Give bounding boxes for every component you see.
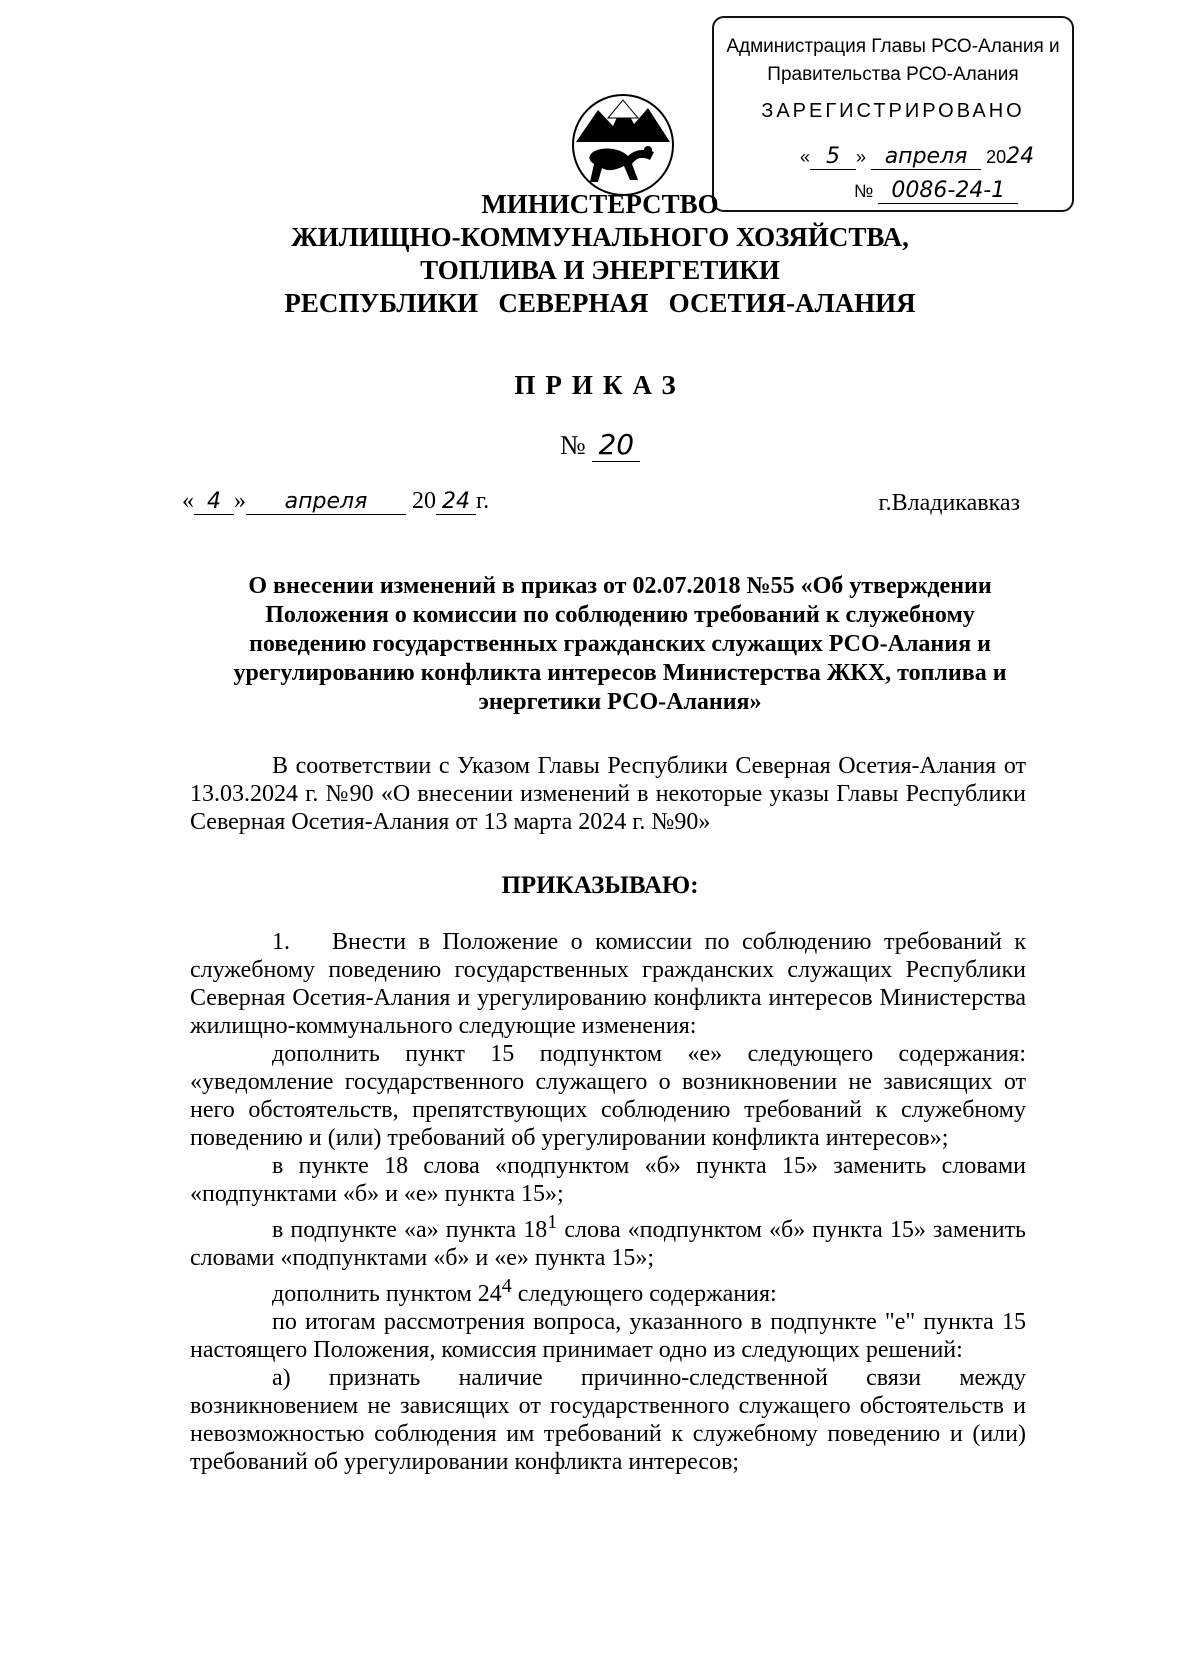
ministry-title-line-2: ЖИЛИЩНО-КОММУНАЛЬНОГО ХОЗЯЙСТВА, [291,222,909,252]
ministry-title-line-3: ТОПЛИВА И ЭНЕРГЕТИКИ [420,255,780,285]
body-paragraph-2: дополнить пункт 15 подпунктом «е» следующего содержания: «уведомление государственного служащего о возникновении не зависящих от него обстоятельств, препятствующих соблюдению требований к служебному поведению и (или) требований об урегулировании конфликта интересов»; [190,1041,1026,1151]
registration-stamp [712,16,1074,212]
ministry-title-line-1: МИНИСТЕРСТВО [481,189,719,219]
body-item-1: 1. Внести в Положение о комиссии по соблюдению требований к служебному поведению государственных гражданских служащих Республики Северная Осетия-Алания и урегулированию конфликта интересов Министерства жилищно-коммунального следующие изменения: [190,929,1026,1039]
coat-of-arms-emblem [568,90,678,200]
body-paragraph-5: дополнить пунктом $24^4$ следующего содержания: [272,1275,777,1307]
stamp-date-day: 5 [810,144,856,170]
order-directive-heading: ПРИКАЗЫВАЮ: [501,872,699,899]
order-number: № 20 [0,428,1200,461]
order-date-year: 24 [436,489,476,515]
stamp-registered: ЗАРЕГИСТРИРОВАНО [761,100,1025,122]
order-body [190,928,1026,1476]
stamp-number-value: 0086-24-1 [878,178,1018,204]
order-preamble: В соответствии с Указом Главы Республики Северная Осетия-Алания от 13.03.2024 г. №90 «О внесении изменений в некоторые указы Главы Республики Северная Осетия-Алания от 13 марта 2024 г. №90» [190,753,1026,835]
order-subject: О внесении изменений в приказ от 02.07.2018 №55 «Об утверждении Положения о комиссии по соблюдению требований к служебному поведению государственных гражданских служащих РСО-Алания и урегулированию конфликта интересов Министерства ЖКХ, топлива и энергетики РСО-Алания» [233,573,1007,715]
body-paragraph-7: а) признать наличие причинно-следственной связи между возникновением не зависящих от государственного служащего обстоятельств и невозможностью соблюдения им требований к служебному поведению и (или) требований об урегулировании конфликта интересов; [190,1365,1026,1475]
order-date-month: апреля [246,489,406,515]
stamp-date: « 5 » апреля 2024 [800,144,1035,169]
body-paragraph-6: по итогам рассмотрения вопроса, указанного в подпункте "е" пункта 15 настоящего Положения, комиссия принимает одно из следующих решений: [190,1309,1026,1363]
stamp-date-month: апреля [871,144,981,170]
order-title: ПРИКАЗ [514,370,686,400]
ministry-title-line-4: РЕСПУБЛИКИ СЕВЕРНАЯ ОСЕТИЯ-АЛАНИЯ [284,288,916,318]
body-paragraph-3: в пункте 18 слова «подпунктом «б» пункта 15» заменить словами «подпунктами «б» и «е» пункта 15»; [190,1153,1026,1207]
order-city: г.Владикавказ [878,490,1020,516]
stamp-line-1: Администрация Главы РСО-Алания и [726,36,1060,57]
body-paragraph-4: в подпункте «а» пункта $18^1$ слова «подпунктом «б» пункта 15» заменить словами «подпунктами «б» и «е» пункта 15»; [190,1211,1026,1271]
stamp-number: № 0086-24-1 [854,178,1018,204]
order-number-value: 20 [592,428,640,462]
order-date: « 4 » апреля 20 24 г. [182,488,490,514]
stamp-date-year: 24 [1006,144,1035,169]
order-date-day: 4 [194,489,234,515]
stamp-line-2: Правительства РСО-Алания [767,64,1019,85]
